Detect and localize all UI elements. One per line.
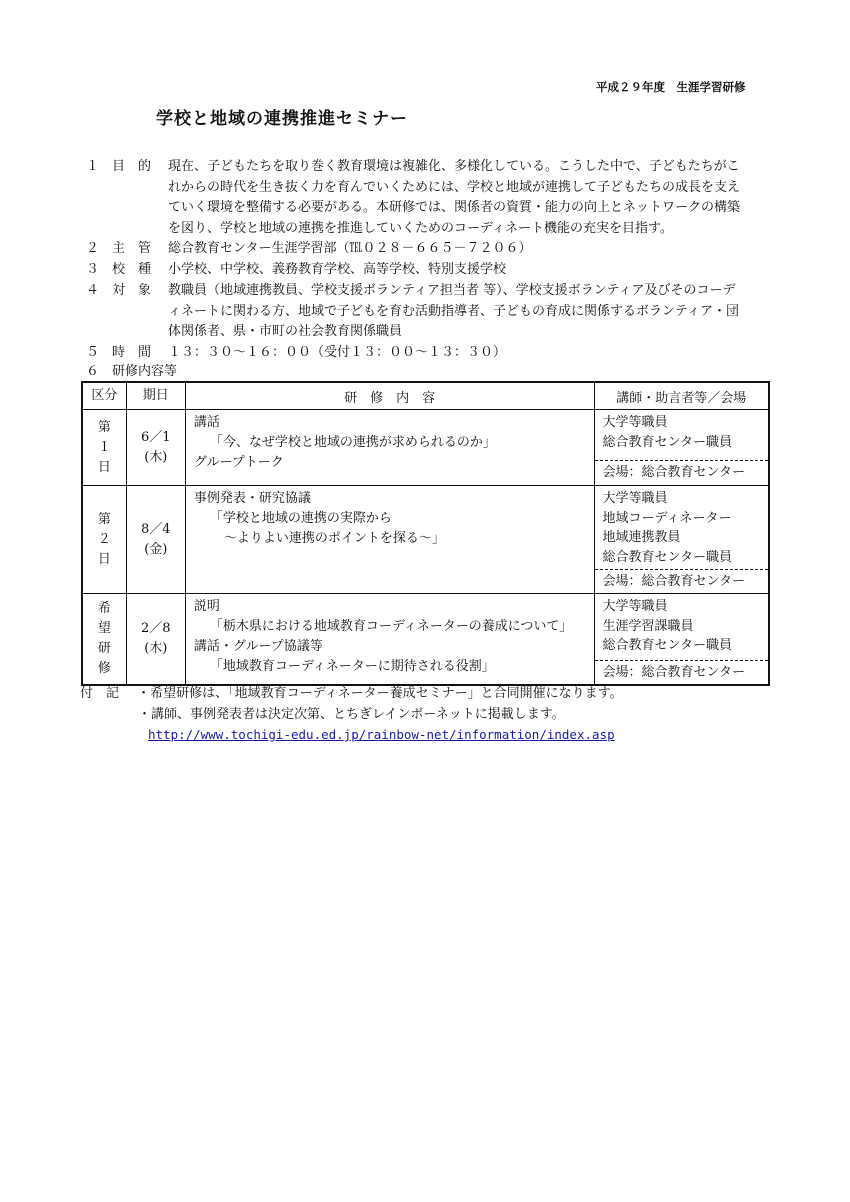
date-value: 8／4 <box>141 521 171 537</box>
notes-label: 付 記 <box>80 686 120 701</box>
lecturer-line: 総合教育センター職員 <box>602 638 732 653</box>
header-kubun: 区分 <box>82 382 126 410</box>
kubun-char: 日 <box>97 459 111 475</box>
item-label: 校 種 <box>112 262 152 277</box>
item-time <box>86 343 776 364</box>
venue-line: 会場：総合教育センター <box>595 660 768 684</box>
weekday-value: (木) <box>144 449 168 465</box>
item-school-types <box>86 260 776 281</box>
item-number: １ <box>86 159 100 174</box>
lecturer-cell <box>594 594 769 686</box>
item-number: ５ <box>86 345 100 360</box>
lecturer-line: 総合教育センター職員 <box>602 434 732 450</box>
date-cell <box>126 486 185 594</box>
item-number: ４ <box>86 283 100 298</box>
content-line: 事例発表・研究協議 <box>193 491 311 506</box>
lecturer-line: 大学等職員 <box>602 415 668 430</box>
note-line: ・希望研修は、「地域教育コーディネーター養成セミナー」と合同開催になります。 <box>137 686 623 701</box>
content-line: 講話・グループ協議等 <box>193 639 323 654</box>
content-cell <box>185 410 594 486</box>
content-line: 講話 <box>193 415 220 430</box>
content-line: 「学校と地域の連携の実際から <box>209 511 392 526</box>
header-lecturer: 講師・助言者等／会場 <box>594 382 769 410</box>
lecturer-line: 地域コーディネーター <box>602 510 732 526</box>
item-label: 対 象 <box>112 283 152 298</box>
item-number: ６ <box>86 364 100 379</box>
venue-line: 会場：総合教育センター <box>595 569 768 593</box>
date-cell <box>126 594 185 686</box>
schedule-table <box>81 381 770 686</box>
item-label: 研修内容等 <box>112 364 178 379</box>
item-text: 総合教育センター生涯学習部（℡０２８－６６５－７２０６） <box>168 241 532 256</box>
item-text: ていく環境を整備する必要がある。本研修では、関係者の資質・能力の向上とネットワークの構築 <box>168 200 741 215</box>
item-organizer <box>86 239 776 260</box>
fiscal-year-label: 平成２９年度 生涯学習研修 <box>596 80 746 94</box>
kubun-char: 第 <box>97 511 111 527</box>
note-line: ・講師、事例発表者は決定次第、とちぎレインボーネットに掲載します。 <box>138 707 565 722</box>
kubun-char: 希 <box>97 601 111 616</box>
kubun-char: 修 <box>97 661 111 676</box>
item-number: ３ <box>86 262 100 277</box>
notes-block <box>80 684 623 704</box>
weekday-value: (木) <box>144 641 168 656</box>
rainbow-net-link[interactable]: http://www.tochigi-edu.ed.jp/rainbow-net/information/index.asp <box>148 727 615 742</box>
table-row <box>82 410 769 486</box>
content-line: 「栃木県における地域教育コーディネーターの養成について」 <box>209 619 573 634</box>
item-text: 教職員（地域連携教員、学校支援ボランティア担当者 等）、学校支援ボランティア及びそのコーデ <box>168 283 736 298</box>
content-cell <box>185 486 594 594</box>
date-value: 6／1 <box>141 429 171 445</box>
table-header-row <box>82 382 769 410</box>
item-number: ２ <box>86 241 100 256</box>
table-row <box>82 594 769 686</box>
kubun-cell <box>82 594 126 686</box>
kubun-char: 第 <box>97 419 111 435</box>
kubun-char: 研 <box>97 641 111 656</box>
kubun-char: 日 <box>97 551 111 567</box>
content-line: 「今、なぜ学校と地域の連携が求められるのか」 <box>209 435 496 450</box>
item-text: 現在、子どもたちを取り巻く教育環境は複雑化、多様化している。こうした中で、子どもたちがこ <box>168 159 740 174</box>
kubun-char: ２ <box>97 531 111 547</box>
page-title: 学校と地域の連携推進セミナー <box>156 109 408 129</box>
venue-line: 会場：総合教育センター <box>595 460 768 484</box>
weekday-value: (金) <box>144 541 168 557</box>
date-cell <box>126 410 185 486</box>
kubun-char: １ <box>97 439 111 455</box>
header-date: 期日 <box>126 382 185 410</box>
kubun-cell <box>82 486 126 594</box>
kubun-char: 望 <box>97 621 111 636</box>
content-cell <box>185 594 594 686</box>
content-line: 「地域教育コーディネーターに期待される役割」 <box>209 659 495 674</box>
content-line: 説明 <box>193 599 220 614</box>
item-text: れからの時代を生き抜く力を育んでいくためには、学校と地域が連携して子どもたちの成長を支え <box>168 179 741 195</box>
lecturer-line: 大学等職員 <box>602 599 668 614</box>
lecturer-cell <box>594 410 769 486</box>
item-target <box>86 281 776 343</box>
item-purpose <box>86 157 776 239</box>
item-label: 時 間 <box>112 345 152 360</box>
date-value: 2／8 <box>141 621 171 636</box>
lecturer-line: 大学等職員 <box>602 491 668 506</box>
item-text: 体関係者、県・市町の社会教育関係職員 <box>168 324 403 339</box>
kubun-cell <box>82 410 126 486</box>
header-content: 研 修 内 容 <box>185 382 594 410</box>
lecturer-cell <box>594 486 769 594</box>
item-text: 小学校、中学校、義務教育学校、高等学校、特別支援学校 <box>168 262 507 277</box>
content-line: グループトーク <box>193 455 284 470</box>
content-line: ～よりよい連携のポイントを探る～」 <box>223 531 445 546</box>
lecturer-line: 総合教育センター職員 <box>602 549 732 565</box>
item-text: ィネートに関わる方、地域で子どもを育む活動指導者、子どもの育成に関係するボランティア・団 <box>168 303 739 319</box>
item-label: 主 管 <box>112 241 152 256</box>
lecturer-line: 生涯学習課職員 <box>602 618 694 634</box>
lecturer-line: 地域連携教員 <box>602 530 681 545</box>
table-row <box>82 486 769 594</box>
item-text: １３：３０～１６：００（受付１３：００～１３：３０） <box>168 345 507 360</box>
item-label: 目 的 <box>112 159 152 174</box>
item-text: を図り、学校と地域の連携を推進していくためのコーディネート機能の充実を目指す。 <box>168 220 673 236</box>
